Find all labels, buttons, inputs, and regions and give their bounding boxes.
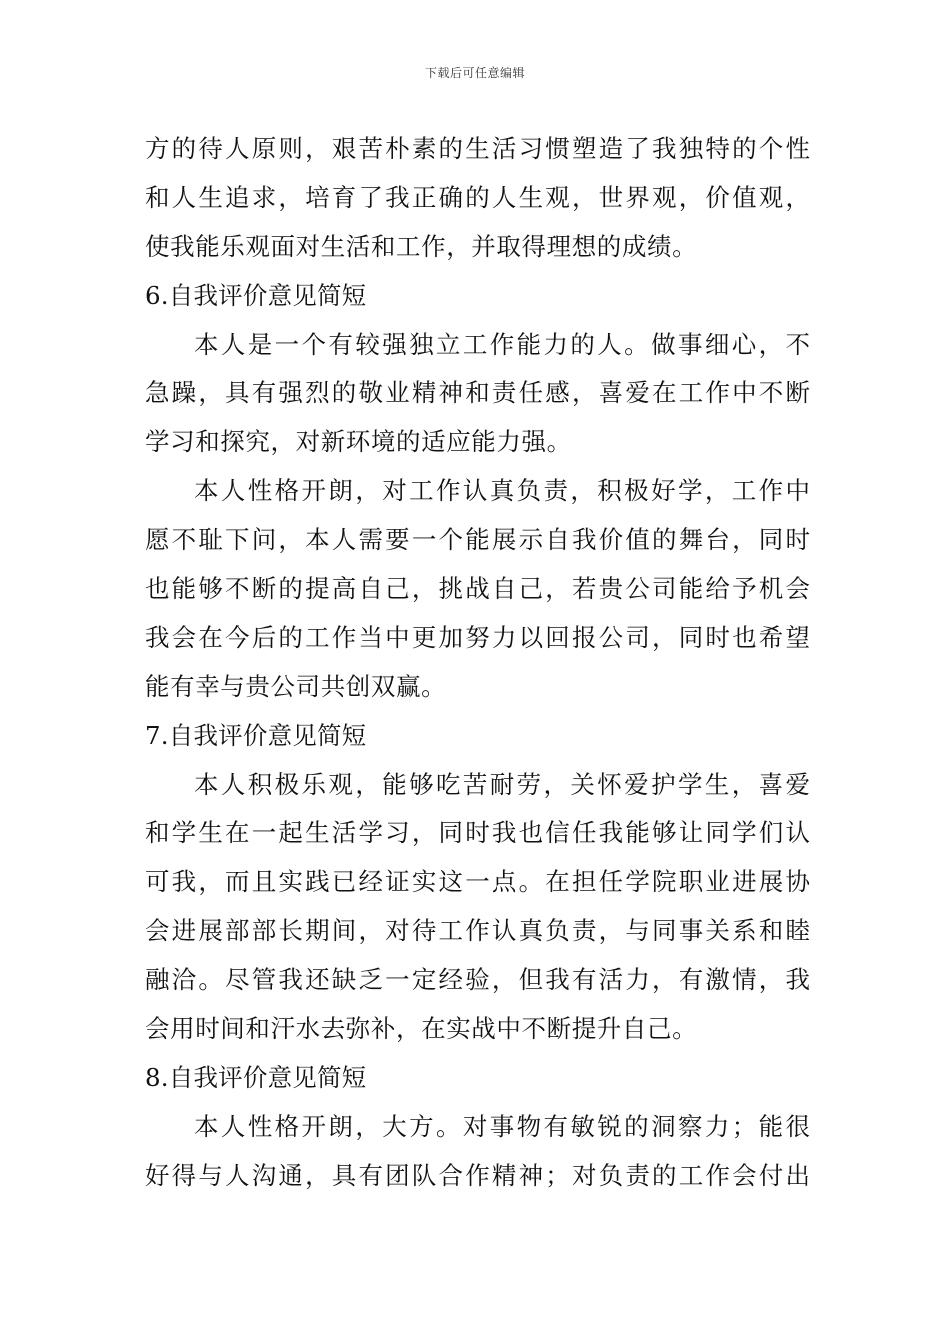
text-line: 学习和探究，对新环境的适应能力强。 <box>145 427 572 457</box>
text-line: 愿不耻下问，本人需要一个能展示自我价值的舞台，同时 <box>145 525 810 555</box>
text-line: 方的待人原则，艰苦朴素的生活习惯塑造了我独特的个性 <box>145 134 810 163</box>
section-heading: 8.自我评价意见简短 <box>145 1062 367 1092</box>
text-line: 和学生在一起生活学习，同时我也信任我能够让同学们认 <box>145 818 810 848</box>
text-line: 和人生追求，培育了我正确的人生观，世界观，价值观， <box>145 182 810 212</box>
text-line: 本人性格开朗，大方。对事物有敏锐的洞察力；能很 <box>194 1111 810 1141</box>
text-line: 也能够不断的提高自己，挑战自己，若贵公司能给予机会 <box>145 574 810 604</box>
page-header: 下载后可任意编辑 <box>424 66 525 80</box>
text-line: 好得与人沟通，具有团队合作精神；对负责的工作会付出 <box>145 1160 810 1190</box>
text-line: 我会在今后的工作当中更加努力以回报公司，同时也希望 <box>145 622 810 652</box>
text-line: 使我能乐观面对生活和工作，并取得理想的成绩。 <box>145 231 698 261</box>
text-line: 能有幸与贵公司共创双赢。 <box>145 671 447 701</box>
text-line: 本人性格开朗，对工作认真负责，积极好学，工作中 <box>194 476 810 506</box>
text-line: 可我，而且实践已经证实这一点。在担任学院职业进展协 <box>145 867 810 897</box>
text-line: 本人积极乐观，能够吃苦耐劳，关怀爱护学生，喜爱 <box>194 769 810 799</box>
document-body <box>145 125 810 1201</box>
text-line: 本人是一个有较强独立工作能力的人。做事细心，不 <box>194 329 810 359</box>
text-line: 融洽。尽管我还缺乏一定经验，但我有活力，有激情，我 <box>145 965 810 995</box>
section-heading: 6.自我评价意见简短 <box>145 280 367 310</box>
section-heading: 7.自我评价意见简短 <box>145 720 367 750</box>
text-line: 会进展部部长期间，对待工作认真负责，与同事关系和睦 <box>145 916 810 946</box>
text-line: 急躁，具有强烈的敬业精神和责任感，喜爱在工作中不断 <box>145 378 810 408</box>
text-line: 会用时间和汗水去弥补，在实战中不断提升自己。 <box>145 1014 698 1044</box>
